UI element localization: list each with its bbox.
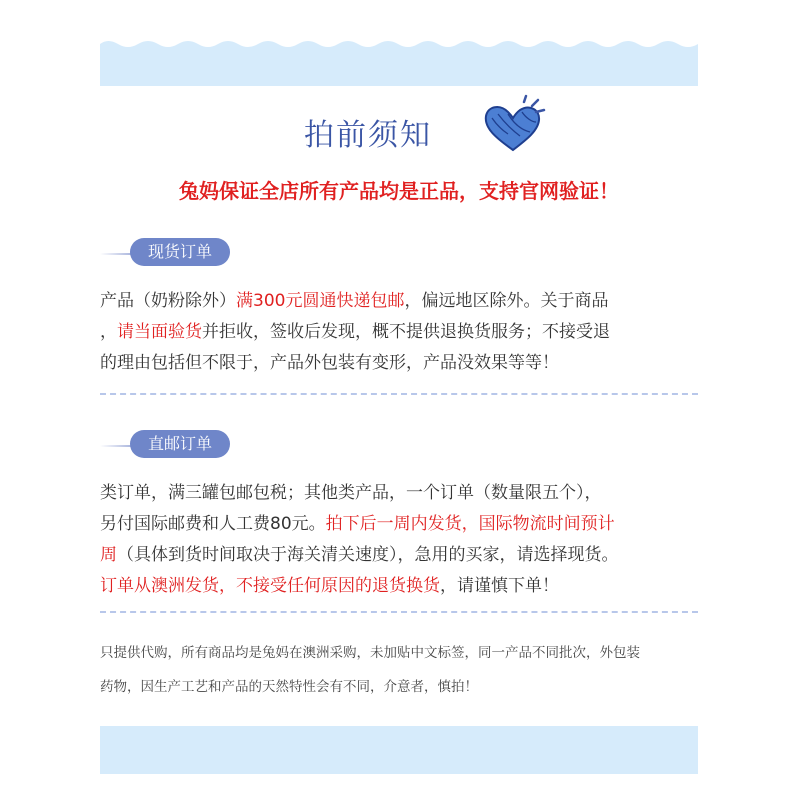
rule-line — [100, 571, 698, 602]
highlight-text: 满300元圆通快递包邮 — [236, 291, 405, 311]
highlight-text: 拍下后一周内发货，国际物流时间预计 — [325, 514, 615, 534]
heart-icon — [478, 94, 548, 156]
highlight-text: 订单从澳洲发货，不接受任何原因的退货换货 — [100, 576, 440, 596]
title-row — [100, 100, 698, 162]
rule-line — [100, 286, 698, 317]
rule-text: 另付国际邮费和人工费80元。 — [100, 514, 326, 534]
dashed-divider — [100, 611, 698, 613]
bottom-banner — [100, 726, 698, 774]
note-line: 只提供代购，所有商品均是兔妈在澳洲采购，未加贴中文标签，同一产品不同批次，外包装 — [100, 645, 640, 661]
highlight-text: 周 — [100, 545, 117, 565]
section-tag-instock: 现货订单 — [130, 238, 230, 266]
rule-line — [100, 348, 698, 379]
page-title: 拍前须知 — [304, 118, 432, 153]
rule-line — [100, 478, 698, 509]
section-header-instock — [100, 238, 260, 268]
notice-panel — [100, 0, 698, 800]
instock-rules — [100, 286, 698, 379]
rule-text: 类订单，满三罐包邮包税；其他类产品，一个订单（数量限五个）， — [100, 483, 602, 503]
section-tag-direct: 直邮订单 — [130, 430, 230, 458]
disclaimer-notes — [100, 636, 698, 704]
rule-text: ，偏远地区除外。关于商品 — [404, 291, 609, 311]
note-line: 药物，因生产工艺和产品的天然特性会有不同，介意者，慎拍！ — [100, 679, 478, 695]
rule-line — [100, 540, 698, 571]
top-banner — [100, 38, 698, 86]
section-header-direct — [100, 430, 260, 460]
rule-text: （具体到货时间取决于海关清关速度），急用的买家，请选择现货。 — [117, 545, 619, 565]
rule-text: 产品（奶粉除外） — [100, 291, 236, 311]
dashed-divider — [100, 393, 698, 395]
rule-line — [100, 509, 698, 540]
rule-text: 并拒收，签收后发现，概不提供退换货服务；不接受退 — [202, 322, 610, 342]
rule-text: 的理由包括但不限于，产品外包装有变形，产品没效果等等！ — [100, 353, 559, 373]
wavy-edge — [100, 38, 698, 50]
rule-line — [100, 317, 698, 348]
direct-mail-rules — [100, 478, 698, 602]
rule-text: ，请谨慎下单！ — [440, 576, 559, 596]
rule-text: ， — [100, 322, 117, 342]
highlight-text: 请当面验货 — [117, 322, 202, 342]
authenticity-guarantee: 兔妈保证全店所有产品均是正品，支持官网验证！ — [179, 179, 619, 203]
